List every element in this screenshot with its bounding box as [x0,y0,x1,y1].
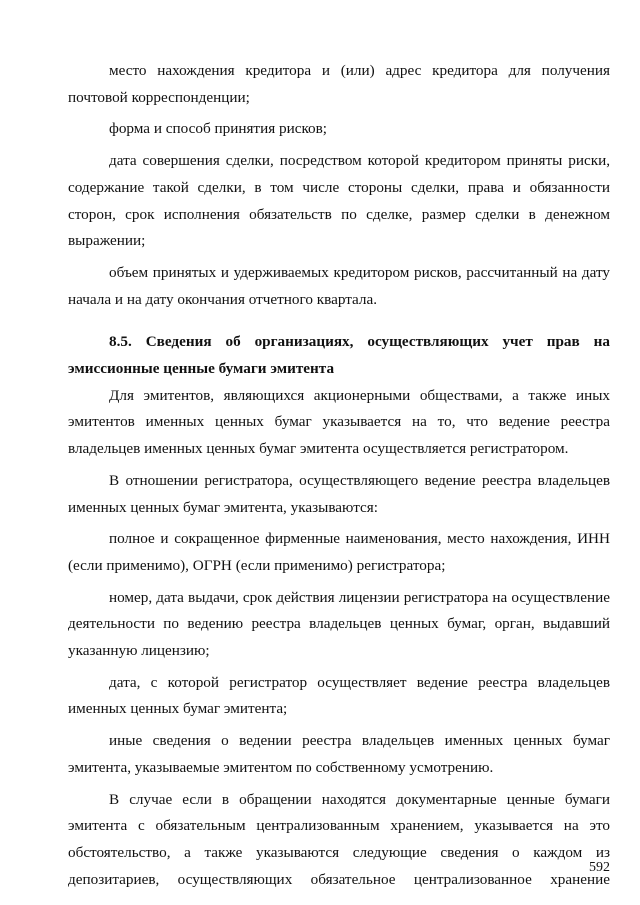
paragraph-registrar-start-date: дата, с которой регистратор осуществляет ведение реестра владельцев именных ценных бумаг эмитента; [68,673,610,718]
paragraph-transaction-details: дата совершения сделки, посредством которой кредитором приняты риски, содержание такой сделки, в том числе стороны сделки, права и обязанности сторон, срок исполнения обязательств по сделке, размер сделки в денежном выражении; [68,152,610,250]
paragraph-registrar-intro: Для эмитентов, являющихся акционерными обществами, а также иных эмитентов именных ценных бумаг указывается на то, что ведение реестра владельцев именных ценных бумаг эмитента осуществляется регистратором. [68,386,610,458]
page-body [68,58,610,898]
paragraph-registrar-license: номер, дата выдачи, срок действия лицензии регистратора на осуществление деятельности по ведению реестра владельцев ценных бумаг, орган, выдавший указанную лицензию; [68,588,610,660]
section-heading: 8.5. Сведения об организациях, осуществляющих учет прав на эмиссионные ценные бумаги эмитента [68,333,610,378]
paragraph-risk-volume: объем принятых и удерживаемых кредитором рисков, рассчитанный на дату начала и на дату окончания отчетного квартала. [68,263,610,308]
paragraph-registrar-other-info: иные сведения о ведении реестра владельцев именных ценных бумаг эмитента, указываемые эмитентом по собственному усмотрению. [68,732,610,776]
paragraph-depositary-info: В случае если в обращении находятся документарные ценные бумаги эмитента с обязательным централизованным хранением, указывается на это обстоятельство, а также указываются следующие сведения о каждом из депозитариев, осуществляющих обязательное централизованное хранение [68,790,610,888]
paragraph-risk-acceptance-form: форма и способ принятия рисков; [109,120,328,138]
paragraph-registrar-names: полное и сокращенное фирменные наименования, место нахождения, ИНН (если применимо), ОГРН (если применимо) регистратора; [68,530,610,574]
paragraph-registrar-requirements: В отношении регистратора, осуществляющего ведение реестра владельцев именных ценных бумаг эмитента, указываются: [68,471,610,516]
paragraph-creditor-address: место нахождения кредитора и (или) адрес кредитора для получения почтовой корреспонденции; [68,62,610,106]
page-number: 592 [589,860,610,875]
